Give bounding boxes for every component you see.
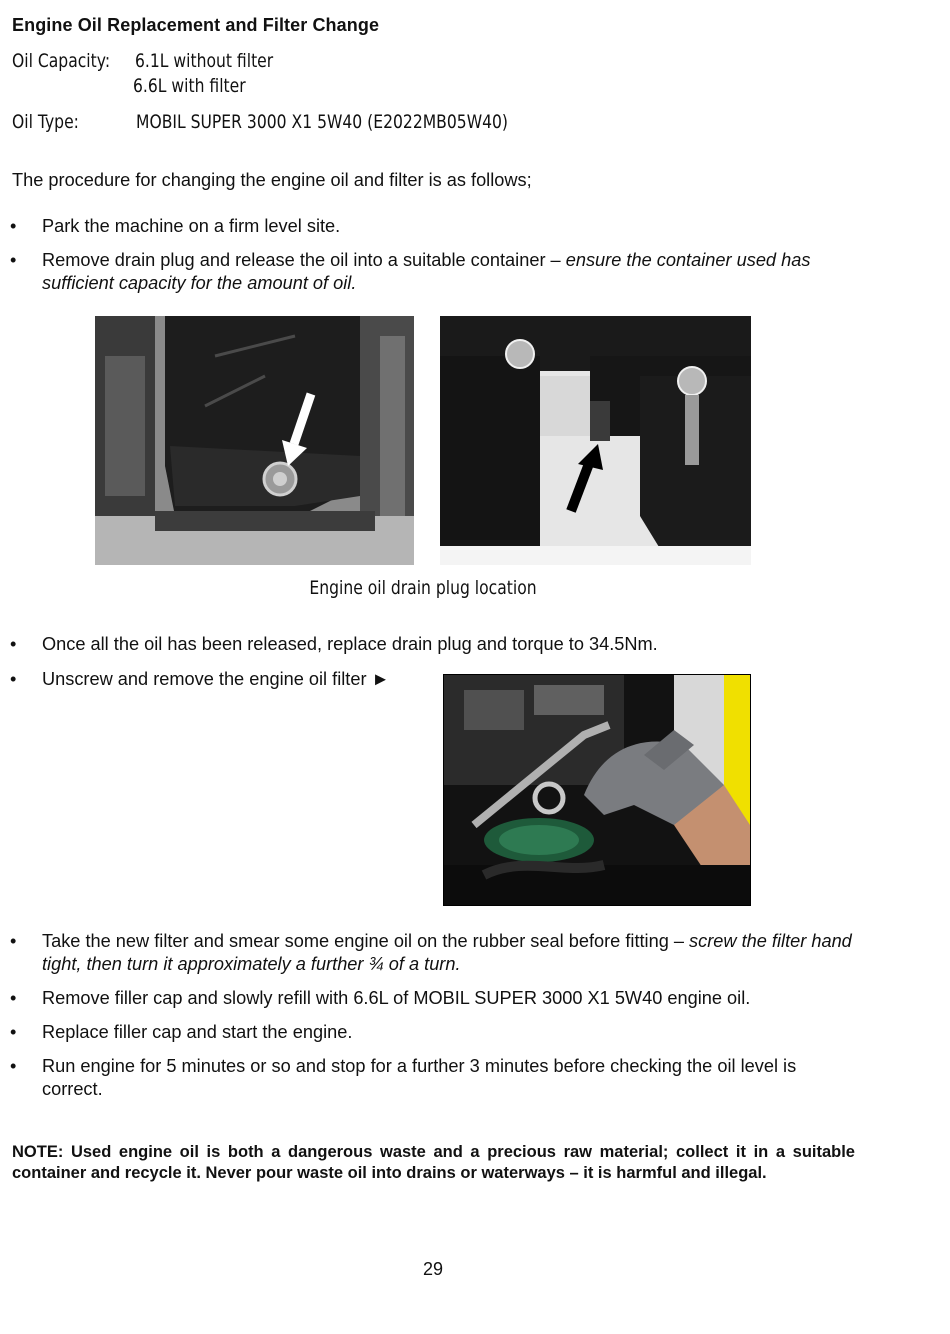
figure-caption: Engine oil drain plug location <box>309 577 537 599</box>
drain-plug-photo-left <box>95 316 414 565</box>
oil-filter-image <box>444 675 750 905</box>
drain-plug-image-right <box>440 316 751 565</box>
bullet-marker: • <box>10 669 17 689</box>
bullet-marker: • <box>10 931 17 951</box>
step-text: Run engine for 5 minutes or so and stop for a further 3 minutes before checking the oil level is correct. <box>42 1056 797 1099</box>
oil-capacity-value-without-filter: 6.1L without filter <box>135 50 274 72</box>
drain-plug-image-left <box>95 316 414 565</box>
procedure-intro: The procedure for changing the engine oil and filter is as follows; <box>12 170 532 190</box>
step-text: Take the new filter and smear some engine oil on the rubber seal before fitting – screw the filter hand tight, then turn it approximately a further ¾ of a turn. <box>42 931 852 974</box>
step-text: Once all the oil has been released, replace drain plug and torque to 34.5Nm. <box>42 634 658 654</box>
bullet-marker: • <box>10 1056 17 1076</box>
bullet-marker: • <box>10 1022 17 1042</box>
page-heading: Engine Oil Replacement and Filter Change <box>12 15 380 35</box>
drain-plug-photo-right <box>440 316 751 565</box>
oil-type-label: Oil Type: <box>12 111 79 133</box>
step-text: Remove drain plug and release the oil into a suitable container – ensure the container used has sufficient capacity for the amount of oil. <box>42 250 811 293</box>
bullet-marker: • <box>10 250 17 270</box>
oil-type-value: MOBIL SUPER 3000 X1 5W40 (E2022MB05W40) <box>136 111 509 133</box>
bullet-marker: • <box>10 216 17 236</box>
step-text: Remove filler cap and slowly refill with 6.6L of MOBIL SUPER 3000 X1 5W40 engine oil. <box>42 988 751 1008</box>
step-text: Replace filler cap and start the engine. <box>42 1022 353 1042</box>
bullet-marker: • <box>10 988 17 1008</box>
step-text: Unscrew and remove the engine oil filter ► <box>42 669 390 689</box>
figure-caption-wrap <box>250 577 596 599</box>
bullet-marker: • <box>10 634 17 654</box>
oil-capacity-label: Oil Capacity: <box>12 50 111 72</box>
page-number: 29 <box>422 1259 444 1279</box>
waste-oil-note: NOTE: Used engine oil is both a dangerous waste and a precious raw material; collect it in a suitable container and recycle it. Never pour waste oil into drains or waterways – it is harmful and illegal. <box>12 1143 855 1182</box>
oil-filter-photo <box>443 674 751 906</box>
oil-capacity-value-with-filter: 6.6L with filter <box>133 75 246 97</box>
step-text: Park the machine on a firm level site. <box>42 216 341 236</box>
